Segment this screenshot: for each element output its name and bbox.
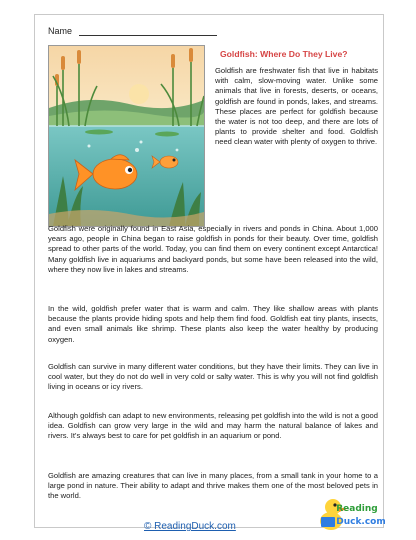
name-row <box>48 26 217 36</box>
goldfish-pond-illustration <box>48 45 205 227</box>
paragraph-2: Goldfish were originally found in East Asia, especially in rivers and ponds in China. About 1,000 years ago, people in China began to raise goldfish in ponds for their beauty. Over time, goldfish spread to other parts of the world. Today, you can find them on every continent except Antarctica! Many goldfish live in aquariums and backyard ponds, but some have been released into the wild, where they now live in lakes and streams. <box>48 224 378 274</box>
readingduck-footer-link[interactable]: © ReadingDuck.com <box>144 521 236 532</box>
svg-text:Reading: Reading <box>336 504 378 514</box>
worksheet-page <box>34 14 385 532</box>
paragraph-1: Goldfish are freshwater fish that live in habitats with calm, slow-moving water. Unlike some animals that live in forests, deserts, or oceans, goldfish are found in ponds, lakes, and streams. These places are perfect for goldfish because the water is not too deep, and there are lots of plants to provide shelter and food. Goldfish need clean water with plenty of oxygen to thrive. <box>215 66 378 147</box>
readingduck-logo <box>317 495 385 535</box>
svg-text:Duck.com: Duck.com <box>336 517 385 527</box>
paragraph-5: Although goldfish can adapt to new environments, releasing pet goldfish into the wild is not a good idea. Goldfish can grow very large in the wild and may harm the natural balance of lakes and rivers. It's always best to care for pet goldfish in an aquarium or pond. <box>48 411 378 441</box>
worksheet-title: Goldfish: Where Do They Live? <box>220 49 348 59</box>
paragraph-4: Goldfish can survive in many different water conditions, but they have their limits. They can live in cool water, but they do not do well in very cold or salty water. This is why you will not find goldfish living in oceans or icy rivers. <box>48 362 378 392</box>
paragraph-3: In the wild, goldfish prefer water that is warm and calm. They like shallow areas with plants because the plants provide hiding spots and help them find food. Goldfish eat tiny plants, insects, and even small animals like shrimp. These plants also keep the water healthy by producing oxygen. <box>48 304 378 344</box>
name-blank-line[interactable] <box>79 27 217 36</box>
name-label: Name <box>48 26 73 36</box>
paragraph-6: Goldfish are amazing creatures that can live in many places, from a small tank in your home to a large pond in nature. Their ability to adapt and thrive makes them one of the most beloved pets in the world. <box>48 471 378 501</box>
